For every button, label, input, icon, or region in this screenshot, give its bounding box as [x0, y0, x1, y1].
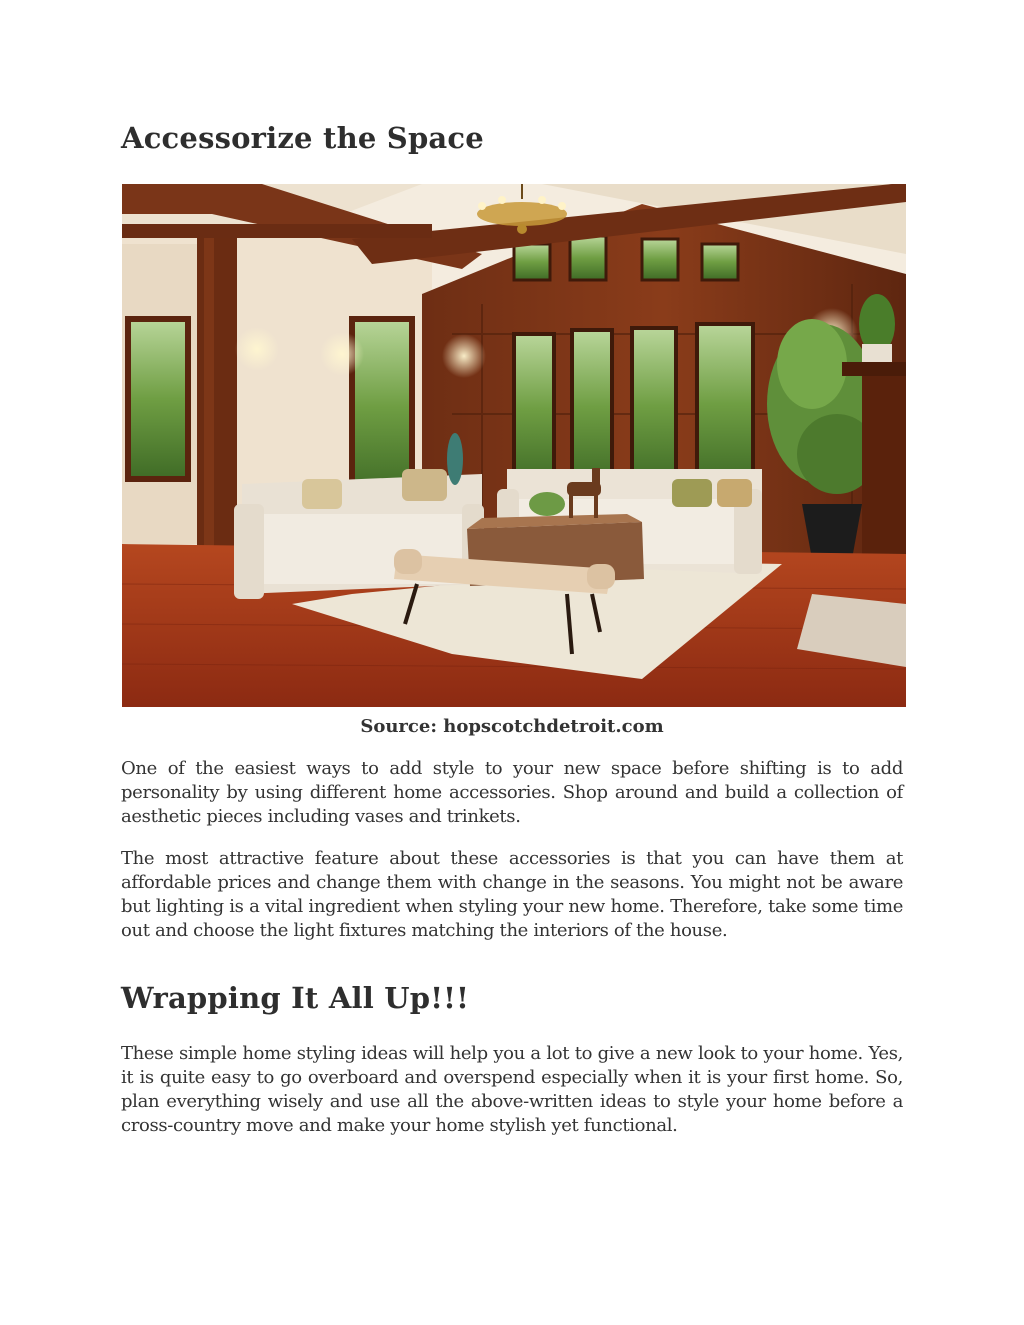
paragraph-accessories-intro: One of the easiest ways to add style to your new space before shifting is to add personality by using different home accessories. Shop around and build a collection of aesthetic pieces including vases and trinkets. — [121, 758, 903, 827]
section-heading-accessorize: Accessorize the Space — [121, 121, 484, 155]
image-caption: Source: hopscotchdetroit.com — [360, 716, 664, 737]
living-room-photo — [122, 184, 906, 707]
section-heading-wrapping-up: Wrapping It All Up!!! — [121, 981, 470, 1015]
paragraph-conclusion: These simple home styling ideas will help you a lot to give a new look to your home. Yes, it is quite easy to go overboard and overspend especially when it is your first home. So, plan everything wisely and use all the above-written ideas to style your home before a cross-country move and make your home stylish yet functional. — [121, 1043, 903, 1136]
paragraph-accessories-lighting: The most attractive feature about these accessories is that you can have them at affordable prices and change them with change in the seasons. You might not be aware but lighting is a vital ingredient when styling your new home. Therefore, take some time out and choose the light fixtures matching the interiors of the house. — [121, 848, 903, 941]
